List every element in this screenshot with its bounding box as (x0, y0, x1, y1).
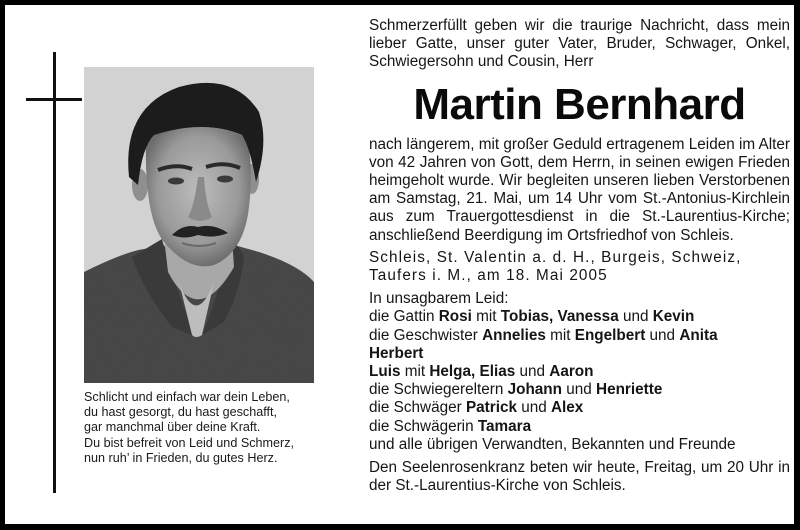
mourner-line (369, 363, 790, 381)
mourner-relation: und (515, 363, 550, 381)
mourner-name: Tobias, Vanessa (500, 308, 619, 326)
mourner-name: Annelies (482, 326, 546, 344)
mourner-name: Engelbert (574, 326, 646, 344)
mourner-line (369, 399, 790, 417)
mourner-line (369, 327, 790, 345)
mourner-relation: und (516, 399, 551, 417)
mourner-lines (369, 308, 790, 454)
mourner-name: Alex (551, 399, 584, 417)
poem-line: Du bist befreit von Leid und Schmerz, (84, 435, 295, 450)
mourner-name: Luis (369, 363, 401, 381)
mourner-line (369, 436, 790, 454)
mourner-name: Helga, Elias (429, 363, 516, 381)
mourner-name: Rosi (438, 308, 472, 326)
mourner-relation: mit (471, 308, 501, 326)
poem-line: du hast gesorgt, du hast geschafft, (84, 405, 278, 420)
mourner-line (369, 381, 790, 399)
mourner-relation: die Schwäger (369, 399, 466, 417)
mourners-list (369, 290, 790, 454)
poem-line: nun ruh’ in Frieden, du gutes Herz. (84, 450, 278, 465)
announcement-body: nach längerem, mit großer Geduld ertragenem Leiden im Alter von 42 Jahren von Gott, dem Herrn, in seinen ewigen Frieden heimgeholt wurde. Wir begleiten unseren lieben Verstorbenen am Samstag, 21. Mai, um 14 Uhr vom St.-Antonius-Kirchlein aus zum Trauergottesdienst in die St.-Laurentius-Kirche; anschließend Beerdigung im Ortsfriedhof von Schleis. (369, 135, 790, 244)
intro-text: Schmerzerfüllt geben wir die traurige Nachricht, dass mein lieber Gatte, unser guter Vater, Bruder, Schwager, Onkel, Schwiegersohn und Cousin, Herr (369, 17, 790, 71)
mourners-heading: In unsagbarem Leid: (369, 290, 509, 308)
mourner-relation: und (618, 308, 653, 326)
mourner-name: Kevin (652, 308, 695, 326)
mourner-relation: die Geschwister (369, 326, 483, 344)
place-and-date: Schleis, St. Valentin a. d. H., Burgeis, Schweiz, Taufers i. M., am 18. Mai 2005 (369, 248, 742, 285)
poem-line: gar manchmal über deine Kraft. (84, 420, 261, 435)
poem-line: Schlicht und einfach war dein Leben, (84, 390, 290, 404)
mourner-relation: und (645, 326, 680, 344)
mourner-relation: und (562, 381, 597, 399)
cross-icon (53, 52, 56, 493)
mourner-name: Tamara (477, 417, 532, 435)
deceased-name: Martin Bernhard (413, 79, 746, 129)
mourner-relation: die Schwägerin (369, 417, 478, 435)
mourner-relation: mit (545, 326, 575, 344)
mourner-line (369, 418, 790, 436)
mourner-line (369, 345, 790, 363)
mourner-line (369, 308, 790, 326)
mourner-relation: die Schwiegereltern (369, 381, 508, 399)
mourner-name: Henriette (596, 381, 663, 399)
mourner-name: Herbert (369, 344, 424, 362)
memorial-poem (84, 390, 354, 466)
mourner-name: Aaron (549, 363, 594, 381)
rosary-announcement: Den Seelenrosenkranz beten wir heute, Freitag, um 20 Uhr in der St.-Laurentius-Kirche von Schleis. (369, 459, 790, 495)
obituary-notice (5, 5, 794, 524)
notice-text-column (369, 17, 790, 495)
mourner-name: Johann (507, 381, 562, 399)
portrait-photo (84, 67, 314, 383)
mourner-relation: und alle übrigen Verwandten, Bekannten und Freunde (369, 435, 736, 453)
cross-icon-bar (26, 98, 82, 101)
mourner-relation: die Gattin (369, 308, 439, 326)
mourner-name: Patrick (465, 399, 517, 417)
mourner-relation: mit (400, 363, 430, 381)
mourner-name: Anita (679, 326, 718, 344)
portrait-illustration (84, 67, 314, 383)
